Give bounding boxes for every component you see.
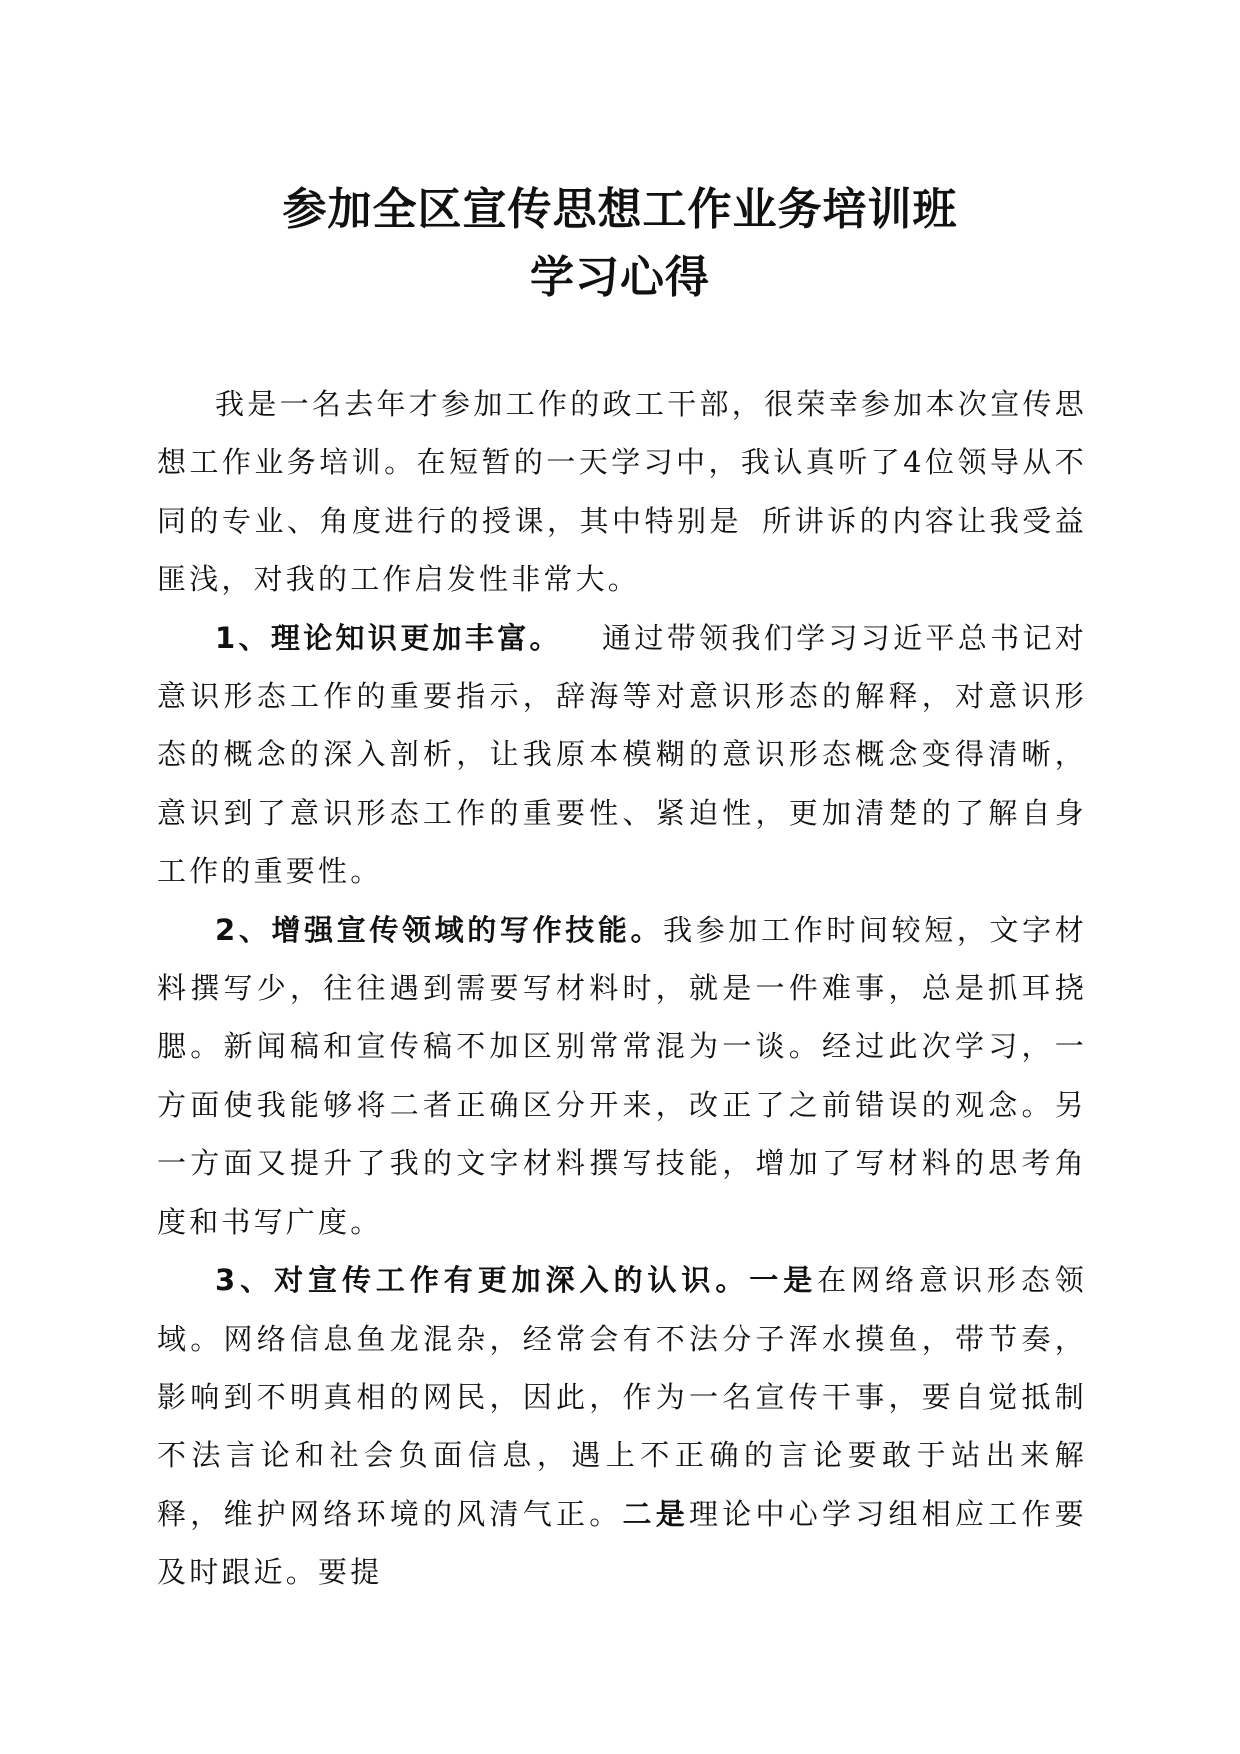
section-2-text: 我参加工作时间较短，文字材料撰写少，往往遇到需要写材料时，就是一件难事，总是抓耳挠腮。新闻稿和宣传稿不加区别常常混为一谈。经过此次学习，一方面使我能够将二者正确区分开来，改正了之前错误的观念。另一方面又提升了我的文字材料撰写技能，增加了写材料的思考角度和书写广度。 (157, 912, 1087, 1239)
section-1-heading: 1、理论知识更加丰富。 (215, 620, 562, 655)
intro-paragraph (157, 375, 1087, 609)
section-3-text-1: 在网络意识形态领域。网络信息鱼龙混杂，经常会有不法分子浑水摸鱼，带节奏，影响到不明真相的网民，因此，作为一名宣传干事，要自觉抵制不法言论和社会负面信息，遇上不正确的言论要敢于站出来解释，维护网络环境的风清气正。 (157, 1263, 1087, 1531)
section-3-text-2: 理论中心学习组相应工作要及时跟近。要提 (157, 1496, 1087, 1590)
document-title: 参加全区宣传思想工作业务培训班 (282, 184, 958, 235)
section-2-paragraph (157, 901, 1087, 1251)
section-3-heading: 3、对宣传工作有更加深入的认识。 (215, 1263, 750, 1298)
section-3-label-1: 一是 (749, 1263, 818, 1298)
section-1-text: 通过带领我们学习习近平总书记对意识形态工作的重要指示，辞海等对意识形态的解释，对意识形态的概念的深入剖析，让我原本模糊的意识形态概念变得清晰，意识到了意识形态工作的重要性、紧迫性，更加清楚的了解自身工作的重要性。 (157, 620, 1087, 889)
intro-text-part1: 我是一名去年才参加工作的政工干部，很荣幸参加本次宣传思想工作业务培训。在短暂的一天学习中，我认真听了4位领导从不同的专业、角度进行的授课，其中特别是 (157, 387, 1087, 538)
section-3-label-2: 二是 (622, 1496, 690, 1531)
section-3-paragraph (157, 1251, 1087, 1601)
section-2-heading: 2、增强宣传领域的写作技能。 (215, 912, 664, 947)
section-1-paragraph (157, 609, 1087, 901)
intro-text-part2: 所讲诉的内容让我受益匪浅，对我的工作启发性非常大。 (157, 503, 1087, 597)
document-subtitle: 学习心得 (530, 252, 710, 303)
document-body (157, 375, 1087, 1602)
